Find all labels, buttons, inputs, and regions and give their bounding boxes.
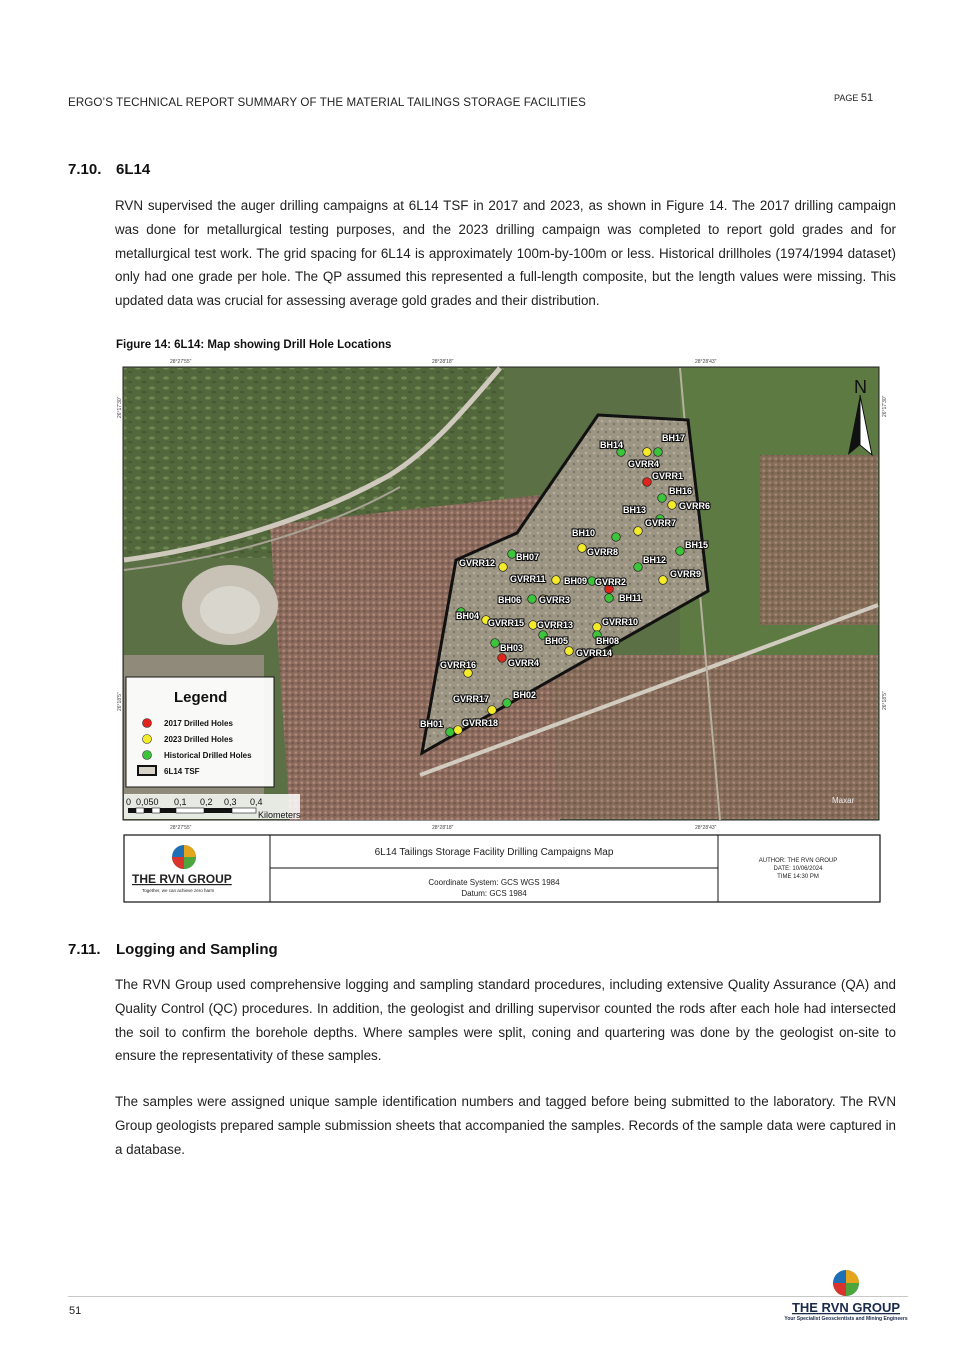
drill-hole-label: BH09 — [564, 576, 588, 586]
drill-hole-marker-gvrr12 — [499, 563, 508, 572]
map-author: AUTHOR: THE RVN GROUP — [758, 858, 838, 864]
drill-hole-label: GVRR6 — [679, 501, 711, 511]
footer-logo-text: THE RVN GROUP — [791, 1300, 901, 1315]
drill-hole-marker-gvrr9 — [659, 576, 668, 585]
drill-hole-label: GVRR13 — [537, 620, 574, 630]
drill-hole-label: BH11 — [619, 593, 642, 603]
drill-hole-label: BH16 — [669, 486, 693, 496]
map-time: TIME 14:30 PM — [777, 874, 819, 880]
scale-tick-4: 0,3 — [224, 797, 237, 807]
legend-title: Legend — [174, 689, 228, 706]
drill-hole-label: BH02 — [513, 690, 537, 700]
footer-rvn-logo-icon — [780, 1268, 910, 1328]
drill-hole-marker-gvrr10 — [593, 623, 602, 632]
drill-hole-label: GVRR1 — [652, 471, 684, 481]
report-header-title: ERGO’S TECHNICAL REPORT SUMMARY OF THE MATERIAL TAILINGS STORAGE FACILITIES — [68, 96, 586, 109]
drill-hole-label: BH10 — [572, 528, 596, 538]
map-svg — [117, 355, 888, 906]
drill-hole-marker-bh11 — [605, 594, 614, 603]
map-title-block — [124, 835, 880, 902]
coordinate-system: Coordinate System: GCS WGS 1984 — [428, 878, 560, 887]
drill-hole-marker-bh02 — [503, 699, 512, 708]
section-710-paragraph: RVN supervised the auger drilling campaigns at 6L14 TSF in 2017 and 2023, as shown in Figure 14. The 2017 drilling campaign was done for metallurgical testing purposes, and the 2023 drilling campaign was completed to report gold grades and for metallurgical test work. The grid spacing for 6L14 is approximately 100m-by-100m or less. Historical drillholes (1974/1994 dataset) only had one grade per hole. The QP assumed this represented a full-length composite, but the length values were missing. This updated data was crucial for assessing average gold grades and their distribution. — [115, 198, 896, 309]
coord-right-2: 26°18'5" — [882, 691, 888, 710]
drill-hole-marker-bh15 — [676, 547, 685, 556]
drill-hole-marker-bh16 — [658, 494, 667, 503]
scale-bar — [124, 794, 301, 820]
drill-hole-label: BH15 — [685, 540, 709, 550]
footer-page-number: 51 — [69, 1305, 82, 1317]
drill-hole-marker-bh07 — [508, 550, 517, 559]
header-page-number — [834, 92, 873, 104]
section-heading-710 — [68, 161, 150, 178]
scale-tick-1: 0,050 — [136, 797, 159, 807]
drill-hole-label: GVRR3 — [539, 595, 571, 605]
drill-hole-label: GVRR18 — [462, 718, 499, 728]
legend-tsf-icon — [138, 766, 156, 775]
legend-2017-icon — [143, 719, 152, 728]
section-heading-711 — [68, 941, 278, 958]
drill-hole-marker-gvrr17 — [488, 706, 497, 715]
coord-bottom-1: 28°27'55" — [170, 825, 192, 831]
legend-item-historical: Historical Drilled Holes — [164, 751, 252, 760]
legend-2023-icon — [143, 735, 152, 744]
drill-hole-label: BH04 — [456, 611, 480, 621]
drill-hole-label: BH14 — [600, 440, 624, 450]
drill-hole-marker-bh01 — [446, 728, 455, 737]
drill-hole-label: GVRR8 — [587, 547, 619, 557]
drill-hole-marker-bh12 — [634, 563, 643, 572]
drill-hole-marker-bh03 — [491, 639, 500, 648]
scale-unit: Kilometers — [258, 810, 301, 820]
drill-hole-label: GVRR9 — [670, 569, 702, 579]
page-prefix: PAGE — [834, 93, 859, 103]
coord-top-3: 28°28'43" — [695, 359, 717, 365]
north-label: N — [854, 377, 867, 397]
drill-hole-label: GVRR11 — [510, 574, 546, 584]
rvn-logo-icon — [172, 845, 196, 869]
drill-hole-marker-bh06 — [528, 595, 537, 604]
figure-caption: Figure 14: 6L14: Map showing Drill Hole Locations — [116, 339, 392, 351]
drill-hole-marker-gvrr13 — [529, 621, 538, 630]
map-date: DATE: 10/06/2024 — [773, 866, 823, 872]
coord-bottom-2: 28°28'18" — [432, 825, 454, 831]
imagery-watermark: Maxar — [832, 796, 855, 805]
drill-hole-label: BH01 — [420, 719, 444, 729]
drill-hole-label: GVRR16 — [440, 660, 477, 670]
drill-hole-marker-gvrr1 — [643, 478, 652, 487]
drill-hole-label: GVRR15 — [488, 618, 525, 628]
drill-hole-marker-gvrr7 — [634, 527, 643, 536]
drill-hole-label: BH03 — [500, 643, 524, 653]
drill-hole-marker-gvrr4 — [643, 448, 652, 457]
scale-tick-5: 0,4 — [250, 797, 263, 807]
drill-hole-label: BH07 — [516, 552, 540, 562]
legend-item-2023: 2023 Drilled Holes — [164, 735, 233, 744]
section-title: 6L14 — [116, 161, 151, 178]
map-legend — [126, 677, 274, 787]
drill-hole-label: GVRR4 — [508, 658, 540, 668]
drill-hole-label: BH08 — [596, 636, 620, 646]
section-711-paragraph-2: The samples were assigned unique sample identification numbers and tagged before being submitted to the laboratory. The RVN Group geologists prepared sample submission sheets that accompanied the samples. Records of the sample data were captured in a database. — [115, 1094, 896, 1157]
coord-right-1: 26°17'30" — [882, 395, 888, 417]
section-number: 7.11. — [68, 941, 101, 958]
coord-top-2: 28°28'18" — [432, 359, 454, 365]
drill-hole-label: GVRR2 — [595, 577, 627, 587]
coord-top-1: 28°27'55" — [170, 359, 192, 365]
drill-hole-label: BH12 — [643, 555, 667, 565]
drill-hole-marker-bh10 — [612, 533, 621, 542]
section-title: Logging and Sampling — [116, 941, 278, 958]
footer-logo — [780, 1268, 910, 1328]
drill-hole-label: BH05 — [545, 636, 569, 646]
scale-tick-3: 0,2 — [200, 797, 213, 807]
map-title: 6L14 Tailings Storage Facility Drilling Campaigns Map — [374, 847, 614, 858]
legend-item-2017: 2017 Drilled Holes — [164, 719, 233, 728]
drill-hole-marker-gvrr11 — [552, 576, 561, 585]
coord-left-1: 26°17'30" — [117, 396, 123, 418]
legend-item-tsf: 6L14 TSF — [164, 767, 200, 776]
drill-hole-map-figure — [117, 355, 888, 906]
drill-hole-marker-gvrr8 — [578, 544, 587, 553]
drill-hole-marker-gvrr4 — [498, 654, 507, 663]
footer-logo-tagline: Your Specialist Geoscientists and Mining Engineers — [784, 1316, 908, 1322]
drill-hole-label: GVRR17 — [453, 694, 490, 704]
drill-hole-label: BH17 — [662, 433, 686, 443]
scale-tick-2: 0,1 — [174, 797, 187, 807]
legend-historical-icon — [143, 751, 152, 760]
coord-bottom-3: 28°28'43" — [695, 825, 717, 831]
page-number: 51 — [860, 92, 874, 104]
title-block-logo-text: THE RVN GROUP — [132, 872, 232, 886]
section-711-paragraph-1: The RVN Group used comprehensive logging and sampling standard procedures, including extensive Quality Assurance (QA) and Quality Control (QC) procedures. In addition, the geologist and drilling supervisor counted the rods after each hole had intersected the soil to confirm the borehole depths. Where samples were split, coning and quartering was done by the geologist on-site to ensure the representativity of these samples. — [115, 977, 896, 1064]
drill-hole-label: GVRR10 — [602, 617, 639, 627]
section-number: 7.10. — [68, 161, 102, 178]
scale-tick-0: 0 — [126, 797, 132, 807]
drill-hole-marker-gvrr6 — [668, 501, 677, 510]
drill-hole-label: BH06 — [498, 595, 522, 605]
drill-hole-marker-gvrr18 — [454, 726, 463, 735]
coord-left-2: 26°18'5" — [117, 692, 123, 711]
drill-hole-label: GVRR7 — [645, 518, 677, 528]
drill-hole-label: GVRR14 — [576, 648, 613, 658]
drill-hole-label: BH13 — [623, 505, 647, 515]
title-block-logo-tagline: Together, we can achieve zero harm — [142, 888, 215, 893]
drill-hole-marker-bh17 — [654, 448, 663, 457]
datum: Datum: GCS 1984 — [461, 889, 527, 898]
drill-hole-label: GVRR4 — [628, 459, 660, 469]
drill-hole-marker-gvrr14 — [565, 647, 574, 656]
drill-hole-label: GVRR12 — [459, 558, 496, 568]
